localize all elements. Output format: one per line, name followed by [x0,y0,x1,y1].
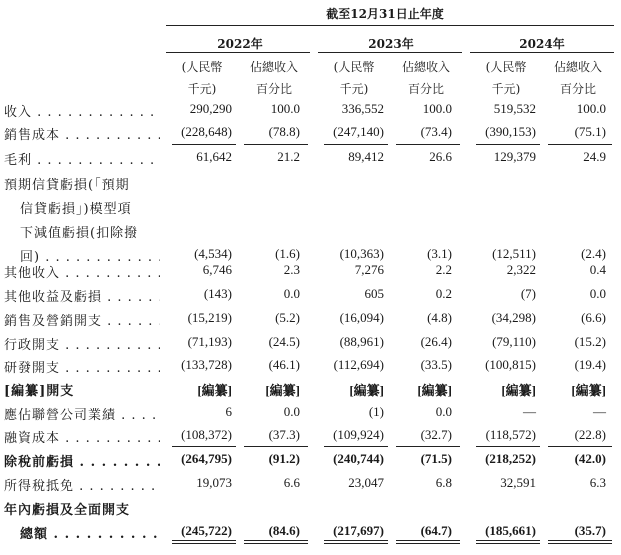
row-value: 336,552 [341,101,384,116]
row-value: (78.8) [268,124,300,139]
total-double-rule [396,540,460,544]
row-value: (19.4) [574,357,606,372]
col-rmb-2023-l1: (人民幣 [333,60,375,74]
col-rmb-2023-l2: 千元) [339,82,369,96]
row-value: 290,290 [189,101,232,116]
row-label: 其他收益及虧損 . . . [4,286,160,305]
row-value: [編纂] [501,383,536,398]
col-rmb-2024-l2: 千元) [491,82,521,96]
row-label: 毛利 . . . [4,149,160,168]
row-value: (16,094) [339,310,384,325]
year-2023: 2023年 [368,37,414,51]
row-value: (46.1) [268,357,300,372]
period-title: 截至12月31日止年度 [326,7,444,21]
row-value: 26.6 [429,149,452,164]
row-label: 回) . . . [4,246,160,265]
row-value: (34,298) [491,310,536,325]
row-value: [編纂] [349,383,384,398]
row-value: (118,572) [485,427,536,442]
row-value: (6.6) [581,310,606,325]
subtotal-rule [396,446,460,447]
row-label: 銷售成本 . . . [4,124,160,143]
row-value: 0.4 [589,262,606,277]
row-value: (109,924) [333,427,384,442]
row-value: (73.4) [420,124,452,139]
row-value: 2,322 [506,262,536,277]
row-value: 605 [364,286,384,301]
row-value: (33.5) [420,357,452,372]
row-value: 32,591 [500,475,536,490]
row-label: 其他收入 . . . [4,262,160,281]
row-value: (64.7) [420,523,452,538]
row-label: 下減值虧損(扣除撥 [20,226,139,241]
col-rmb-2022-l2: 千元) [187,82,217,96]
subtotal-rule [476,446,540,447]
total-double-rule [172,540,236,544]
row-value: 7,276 [354,262,384,277]
row-label: 總額 . . . [4,523,160,542]
row-value: 519,532 [493,101,536,116]
col-rmb-2022-l1: (人民幣 [181,60,223,74]
row-value: 100.0 [422,101,452,116]
row-value: (240,744) [333,451,384,466]
row-value: 21.2 [277,149,300,164]
row-value: 0.0 [589,286,606,301]
year-2024: 2024年 [519,37,565,51]
row-value: 0.0 [435,404,452,419]
row-value: [編纂] [265,383,300,398]
row-value: 61,642 [196,149,232,164]
row-value: — [593,404,606,419]
row-value: 0.0 [283,404,300,419]
total-double-rule [244,540,308,544]
col-pct-2022-l1: 佔總收入 [249,60,298,74]
col-pct-2023-l2: 百分比 [407,82,444,96]
year-2022: 2022年 [217,37,263,51]
subtotal-rule [324,446,388,447]
header-rule [166,25,614,26]
row-value: — [523,404,536,419]
row-label: 收入 . . . [4,101,160,120]
col-rmb-2024-l1: (人民幣 [485,60,527,74]
row-value: (245,722) [181,523,232,538]
row-label: 除稅前虧損 . . . [4,451,160,470]
row-value: (88,961) [339,334,384,349]
year-rule-2024 [470,52,614,53]
year-rule-2023 [318,52,462,53]
row-value: (22.8) [574,427,606,442]
row-value: (84.6) [268,523,300,538]
row-value: (79,110) [492,334,536,349]
row-value: (112,694) [333,357,384,372]
row-label: 應佔聯營公司業績 . . . [4,404,160,423]
row-value: (4,534) [194,246,232,261]
subtotal-rule [548,144,612,145]
row-value: 0.0 [283,286,300,301]
col-pct-2023-l1: 佔總收入 [401,60,450,74]
row-value: (15,219) [187,310,232,325]
subtotal-rule [172,446,236,447]
row-value: 23,047 [348,475,384,490]
row-value: (218,252) [485,451,536,466]
row-value: 6.8 [435,475,452,490]
subtotal-rule [396,144,460,145]
row-label: 銷售及營銷開支 . . . [4,310,160,329]
row-value: 89,412 [348,149,384,164]
row-value: (24.5) [268,334,300,349]
row-value: 129,379 [493,149,536,164]
row-value: 2.3 [283,262,300,277]
row-label: 預期信貸虧損(「預期 [4,178,130,193]
row-value: (71.5) [420,451,452,466]
subtotal-rule [476,144,540,145]
subtotal-rule [172,144,236,145]
row-value: 6.3 [589,475,606,490]
row-value: 100.0 [270,101,300,116]
col-pct-2022-l2: 百分比 [255,82,292,96]
row-value: [編纂] [197,383,232,398]
row-value: 6.6 [283,475,300,490]
row-value: (228,648) [181,124,232,139]
row-label: 信貸虧損」)模型項 [20,202,132,217]
subtotal-rule [244,446,308,447]
row-value: (185,661) [485,523,536,538]
row-value: (100,815) [485,357,536,372]
row-value: (7) [520,286,536,301]
row-value: 6 [225,404,232,419]
row-value: 19,073 [196,475,232,490]
row-label: 年內虧損及全面開支 [4,503,131,518]
row-value: [編纂] [571,383,606,398]
row-label: [編纂]開支 [4,384,75,399]
subtotal-rule [324,144,388,145]
row-value: (264,795) [181,451,232,466]
col-pct-2024-l2: 百分比 [559,82,596,96]
row-value: [編纂] [417,383,452,398]
total-double-rule [548,540,612,544]
subtotal-rule [244,144,308,145]
row-value: (71,193) [187,334,232,349]
row-label: 所得稅抵免 . . . [4,475,160,494]
row-value: (75.1) [574,124,606,139]
row-value: (35.7) [574,523,606,538]
row-label: 研發開支 . . . [4,357,160,376]
row-value: (1) [368,404,384,419]
row-value: (108,372) [181,427,232,442]
row-value: (1.6) [275,246,300,261]
row-value: (143) [203,286,232,301]
row-value: (3.1) [427,246,452,261]
row-value: (247,140) [333,124,384,139]
row-value: (133,728) [181,357,232,372]
subtotal-rule [548,446,612,447]
row-value: 2.2 [435,262,452,277]
row-value: (37.3) [268,427,300,442]
row-value: (42.0) [574,451,606,466]
row-value: (390,153) [485,124,536,139]
row-label: 行政開支 . . . [4,334,160,353]
total-double-rule [324,540,388,544]
row-value: (217,697) [333,523,384,538]
row-value: (5.2) [275,310,300,325]
row-value: 100.0 [576,101,606,116]
row-label: 融資成本 . . . [4,427,160,446]
year-rule-2022 [166,52,310,53]
row-value: (12,511) [492,246,536,261]
row-value: (26.4) [420,334,452,349]
row-value: (15.2) [574,334,606,349]
row-value: (32.7) [420,427,452,442]
col-pct-2024-l1: 佔總收入 [553,60,602,74]
row-value: (10,363) [339,246,384,261]
row-value: 6,746 [202,262,232,277]
total-double-rule [476,540,540,544]
row-value: (4.8) [427,310,452,325]
row-value: (2.4) [581,246,606,261]
row-value: 0.2 [435,286,452,301]
row-value: 24.9 [583,149,606,164]
row-value: (91.2) [268,451,300,466]
